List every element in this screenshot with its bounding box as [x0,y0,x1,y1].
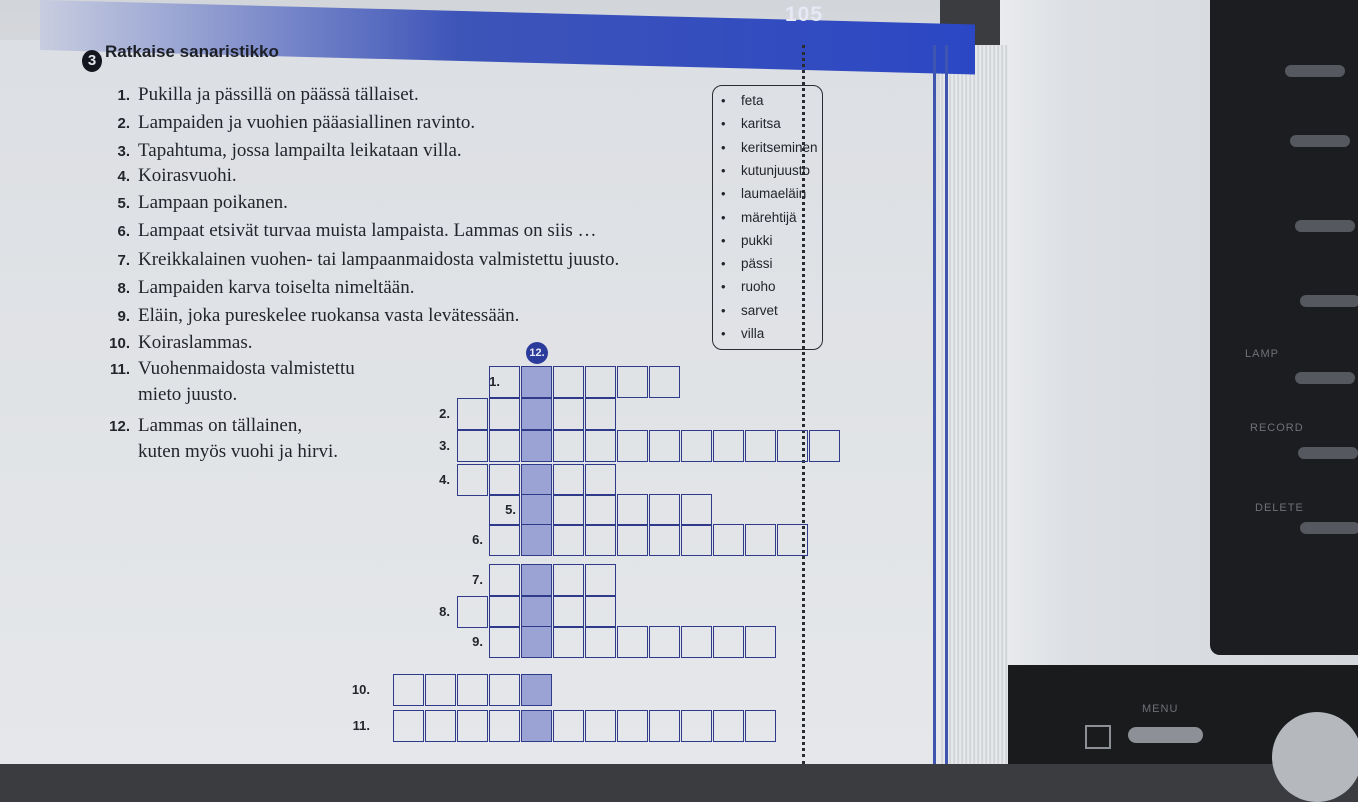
crossword-cell[interactable] [457,596,488,628]
crossword-cell-highlighted[interactable] [521,494,552,526]
clue-text: Koiraslammas. [138,332,253,353]
crossword-cell[interactable] [489,494,520,526]
crossword-cell[interactable] [745,524,776,556]
crossword-cell[interactable] [393,710,424,742]
crossword-cell[interactable] [585,494,616,526]
crossword-cell[interactable] [425,710,456,742]
word-bank-item: • keritseminen [723,140,818,155]
crossword-cell[interactable] [553,564,584,596]
crossword-cell-highlighted[interactable] [521,596,552,628]
clue-item [106,277,414,299]
crossword-cell[interactable] [553,524,584,556]
crossword-cell-highlighted[interactable] [521,674,552,706]
crossword-cell[interactable] [457,398,488,430]
document-icon[interactable] [1085,725,1111,749]
clue-number: 5. [117,195,130,212]
crossword-cell[interactable] [457,430,488,462]
row-label: 10. [351,682,370,697]
crossword-cell-highlighted[interactable] [521,430,552,462]
crossword-cell[interactable] [553,596,584,628]
crossword-cell[interactable] [489,464,520,496]
clue-item [106,305,519,327]
clue-text-continued: mieto juusto. [138,384,238,405]
lamp-label: LAMP [1245,348,1279,360]
crossword-cell-highlighted[interactable] [521,710,552,742]
crossword-cell[interactable] [585,626,616,658]
device-button[interactable] [1290,135,1350,147]
clue-text: Lammas on tällainen, [138,415,303,436]
crossword-cell-highlighted[interactable] [521,564,552,596]
clue-text: Pukilla ja pässillä on päässä tällaiset. [138,84,419,105]
menu-button[interactable] [1128,727,1203,743]
delete-label: DELETE [1255,502,1304,514]
crossword-cell[interactable] [777,524,808,556]
clue-item [106,415,339,462]
crossword-cell[interactable] [425,674,456,706]
delete-button[interactable] [1300,522,1358,534]
row-label: 2. [439,406,450,421]
crossword-cell[interactable] [489,524,520,556]
row-label: 6. [472,532,483,547]
crossword-cell[interactable] [617,366,648,398]
crossword-cell[interactable] [585,524,616,556]
clue-number: 11. [109,361,130,378]
clue-number: 9. [117,308,130,325]
vertical-clue-badge: 12. [526,342,548,364]
device-button[interactable] [1295,220,1355,232]
crossword-cell-highlighted[interactable] [521,464,552,496]
crossword-cell[interactable] [457,464,488,496]
task-title: Ratkaise sanaristikko [105,42,279,61]
crossword-cell[interactable] [553,494,584,526]
crossword-cell[interactable] [489,366,520,398]
clue-item [106,165,237,187]
crossword-cell[interactable] [681,710,712,742]
crossword-cell-highlighted[interactable] [521,626,552,658]
clue-item [106,220,597,242]
crossword-cell[interactable] [713,430,744,462]
crossword-cell[interactable] [585,564,616,596]
word-bank-item: • märehtijä [723,210,797,225]
crossword-cell[interactable] [553,464,584,496]
menu-label: MENU [1142,703,1179,715]
crossword-cell[interactable] [681,430,712,462]
clue-number: 2. [117,115,130,132]
clue-item [106,112,475,134]
crossword-cell[interactable] [713,524,744,556]
crossword-cell[interactable] [681,494,712,526]
crossword-cell[interactable] [553,398,584,430]
clue-item [106,332,253,354]
clue-text: Tapahtuma, jossa lampailta leikataan villa. [138,140,462,161]
page-border-line [945,45,948,764]
crossword-cell[interactable] [713,710,744,742]
crossword-cell[interactable] [617,626,648,658]
clue-text: Lampaan poikanen. [138,192,288,213]
round-dial-button[interactable] [1272,712,1358,802]
clue-item [106,84,419,106]
word-bank-item: • pukki [723,233,773,248]
clue-item [106,358,355,405]
clue-number: 6. [117,223,130,240]
crossword-cell[interactable] [457,674,488,706]
row-label: 8. [439,604,450,619]
clue-number: 1. [117,87,130,104]
crossword-cell[interactable] [585,366,616,398]
clue-text: Lampaiden karva toiselta nimeltään. [138,277,415,298]
clue-text: Lampaiden ja vuohien pääasiallinen ravinto. [138,112,476,133]
crossword-cell[interactable] [617,710,648,742]
crossword-cell[interactable] [777,430,808,462]
crossword-cell[interactable] [649,710,680,742]
clue-text: Eläin, joka pureskelee ruokansa vasta levätessään. [138,305,520,326]
device-control-panel [1210,0,1358,655]
crossword-cell[interactable] [617,524,648,556]
task-number-badge: 3 [82,50,102,72]
crossword-cell[interactable] [553,366,584,398]
crossword-cell[interactable] [489,674,520,706]
crossword-cell[interactable] [681,626,712,658]
crossword-cell[interactable] [457,710,488,742]
crossword-cell[interactable] [617,430,648,462]
row-label: 9. [472,634,483,649]
row-label: 4. [439,472,450,487]
crossword-cell-highlighted[interactable] [521,398,552,430]
record-label: RECORD [1250,422,1304,434]
clue-number: 12. [109,418,130,435]
crossword-cell[interactable] [809,430,840,462]
crossword-cell[interactable] [553,626,584,658]
crossword-cell[interactable] [489,626,520,658]
record-button[interactable] [1298,447,1358,459]
crossword-cell[interactable] [713,626,744,658]
crossword-cell[interactable] [617,494,648,526]
lamp-button[interactable] [1295,372,1355,384]
crossword-cell-highlighted[interactable] [521,366,552,398]
clue-number: 7. [117,252,130,269]
row-label: 1. [489,374,500,389]
row-label: 7. [472,572,483,587]
crossword-cell[interactable] [489,564,520,596]
crossword-cell[interactable] [649,626,680,658]
crossword-cell[interactable] [489,398,520,430]
crossword-cell[interactable] [745,710,776,742]
crossword-cell[interactable] [489,710,520,742]
clue-number: 8. [117,280,130,297]
word-bank-item: • pässi [723,256,773,271]
word-bank-item: • sarvet [723,303,778,318]
row-label: 11. [352,718,370,733]
clue-item [106,249,619,271]
clue-item [106,140,462,162]
word-bank-item: • karitsa [723,116,781,131]
crossword-cell[interactable] [649,524,680,556]
clue-number: 4. [117,168,130,185]
crossword-cell[interactable] [393,674,424,706]
clue-text: Vuohenmaidosta valmistettu [138,358,355,379]
crossword-cell[interactable] [681,524,712,556]
crossword-cell[interactable] [745,430,776,462]
clue-number: 3. [117,143,130,160]
page-number: 105 [785,3,824,26]
crossword-cell[interactable] [553,710,584,742]
crossword-cell[interactable] [585,398,616,430]
row-label: 3. [439,438,450,453]
device-button[interactable] [1285,65,1345,77]
crossword-cell[interactable] [489,430,520,462]
clue-text: Kreikkalainen vuohen- tai lampaanmaidosta valmistettu juusto. [138,249,620,270]
word-bank-item: • kutunjuusto [723,163,810,178]
word-bank [712,85,823,350]
word-bank-item: • laumaeläin [723,186,806,201]
crossword-cell[interactable] [745,626,776,658]
crossword-cell[interactable] [585,464,616,496]
crossword-cell[interactable] [649,366,680,398]
crossword-cell[interactable] [649,430,680,462]
row-label: 5. [505,502,516,517]
crossword-cell[interactable] [489,596,520,628]
crossword-cell[interactable] [585,430,616,462]
clue-text-continued: kuten myös vuohi ja hirvi. [138,441,339,462]
clue-number: 10. [109,335,130,352]
clue-text: Koirasvuohi. [138,165,237,186]
clue-text: Lampaat etsivät turvaa muista lampaista. Lammas on siis … [138,220,597,241]
word-bank-item: • villa [723,326,764,341]
crossword-cell[interactable] [585,710,616,742]
device-button[interactable] [1300,295,1358,307]
clue-item [106,192,288,214]
crossword-cell[interactable] [585,596,616,628]
page-border-line [933,45,936,764]
word-bank-item: • feta [723,93,764,108]
crossword-cell-highlighted[interactable] [521,524,552,556]
crossword-cell[interactable] [553,430,584,462]
crossword-cell[interactable] [649,494,680,526]
word-bank-item: • ruoho [723,279,776,294]
